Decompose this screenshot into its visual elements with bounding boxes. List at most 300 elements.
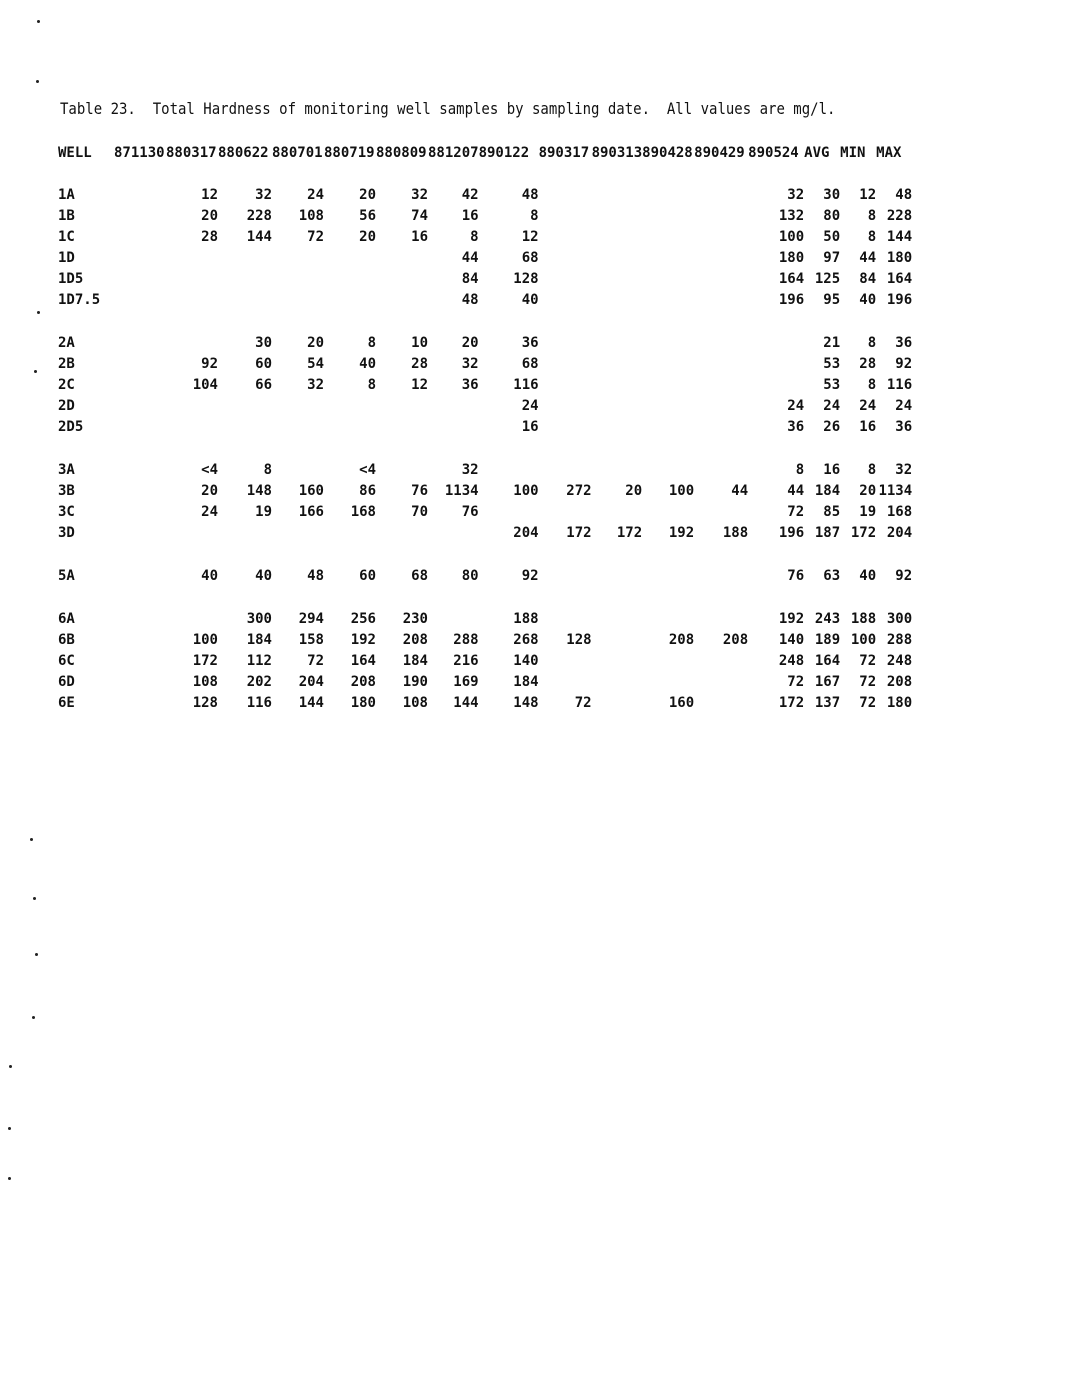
value-cell (479, 502, 539, 523)
value-cell: 190 (402, 674, 428, 690)
value-cell: 44 (787, 483, 805, 499)
value-cell: 84 (461, 271, 479, 287)
value-cell (114, 672, 166, 693)
value-cell (218, 290, 272, 311)
value-cell: 184 (402, 653, 428, 669)
value-cell (114, 354, 166, 375)
value-cell: 85 (823, 504, 841, 520)
value-cell (642, 227, 694, 248)
value-cell: 21 (823, 335, 841, 351)
value-cell: 10 (411, 335, 428, 351)
value-cell: 95 (823, 292, 841, 308)
value-cell: 8 (530, 208, 539, 224)
value-cell: 72 (787, 674, 805, 690)
value-cell (114, 248, 166, 269)
value-cell: 208 (886, 674, 913, 690)
value-cell (272, 248, 324, 269)
value-cell: 76 (411, 483, 428, 499)
value-cell: 70 (411, 504, 428, 520)
value-cell (592, 672, 643, 693)
well-id-cell: 1B (58, 208, 75, 224)
value-cell: 32 (461, 356, 479, 372)
value-cell: 8 (795, 462, 805, 478)
value-cell (114, 333, 166, 354)
value-cell: 97 (823, 250, 841, 266)
column-header: 890122 (478, 145, 530, 161)
value-cell: 100 (513, 483, 539, 499)
value-cell: 164 (778, 271, 805, 287)
scan-speck (30, 838, 33, 841)
well-id-cell: 6D (58, 674, 75, 690)
value-cell (694, 609, 748, 630)
value-cell: 48 (895, 187, 913, 203)
value-cell (642, 354, 694, 375)
value-cell: 74 (411, 208, 428, 224)
value-cell (694, 396, 748, 417)
table-row (58, 248, 912, 269)
value-cell: 100 (192, 632, 218, 648)
value-cell (114, 375, 166, 396)
value-cell: 54 (307, 356, 324, 372)
value-cell: 167 (814, 674, 841, 690)
value-cell (539, 269, 592, 290)
well-id-cell: 6C (58, 653, 75, 669)
column-header: 881207 (428, 145, 479, 161)
value-cell: 184 (246, 632, 272, 648)
value-cell: 48 (307, 568, 324, 584)
value-cell: 16 (823, 462, 841, 478)
value-cell: 32 (787, 187, 805, 203)
value-cell: 125 (814, 271, 841, 287)
value-cell (539, 566, 592, 587)
value-cell: 204 (886, 525, 913, 541)
value-cell: 172 (850, 525, 877, 541)
value-cell (694, 206, 748, 227)
well-id-cell: 6B (58, 632, 75, 648)
table-row (58, 185, 912, 206)
value-cell: <4 (359, 462, 376, 478)
well-id-cell: 6E (58, 695, 75, 711)
table-row (58, 206, 912, 227)
value-cell: 36 (895, 335, 913, 351)
value-cell (376, 290, 428, 311)
column-header: 880719 (324, 145, 375, 161)
value-cell: 80 (823, 208, 841, 224)
value-cell: 116 (886, 377, 913, 393)
column-header: MIN (840, 145, 866, 161)
value-cell (114, 206, 166, 227)
value-cell: 8 (367, 335, 376, 351)
value-cell: 84 (859, 271, 877, 287)
value-cell (114, 609, 166, 630)
value-cell (114, 630, 166, 651)
value-cell: 108 (192, 674, 218, 690)
value-cell: 144 (298, 695, 324, 711)
column-header: 880622 (218, 145, 269, 161)
value-cell: 108 (298, 208, 324, 224)
value-cell: 202 (246, 674, 272, 690)
value-cell: 184 (814, 483, 841, 499)
value-cell (539, 354, 592, 375)
value-cell: 116 (246, 695, 272, 711)
value-cell: 188 (850, 611, 877, 627)
value-cell (376, 269, 428, 290)
value-cell: 20 (859, 483, 877, 499)
value-cell: 72 (859, 695, 877, 711)
value-cell (642, 248, 694, 269)
value-cell (592, 227, 643, 248)
value-cell (694, 290, 748, 311)
value-cell: 204 (513, 525, 539, 541)
value-cell: 243 (814, 611, 841, 627)
value-cell (218, 396, 272, 417)
value-cell: 60 (359, 568, 376, 584)
value-cell (539, 651, 592, 672)
value-cell (272, 269, 324, 290)
value-cell (166, 417, 218, 438)
value-cell (539, 185, 592, 206)
value-cell (114, 693, 166, 714)
value-cell: 8 (867, 335, 877, 351)
value-cell: 40 (255, 568, 272, 584)
value-cell: 248 (886, 653, 913, 669)
value-cell: 140 (778, 632, 805, 648)
value-cell: 42 (461, 187, 479, 203)
value-cell: 148 (513, 695, 539, 711)
value-cell (114, 651, 166, 672)
value-cell (479, 460, 539, 481)
value-cell: 76 (787, 568, 805, 584)
value-cell: 92 (201, 356, 218, 372)
value-cell: 100 (778, 229, 805, 245)
well-id-cell: 2B (58, 356, 75, 372)
value-cell: 272 (566, 483, 592, 499)
table-row (58, 693, 912, 714)
value-cell (642, 206, 694, 227)
value-cell: 180 (886, 695, 913, 711)
value-cell: 300 (246, 611, 272, 627)
value-cell: 8 (867, 377, 877, 393)
value-cell (428, 523, 479, 544)
value-cell (642, 290, 694, 311)
value-cell: 8 (470, 229, 479, 245)
column-header: 880701 (272, 145, 323, 161)
well-id-cell: 3B (58, 483, 75, 499)
value-cell: 288 (886, 632, 913, 648)
value-cell: 216 (453, 653, 479, 669)
value-cell (642, 333, 694, 354)
value-cell: 19 (859, 504, 877, 520)
value-cell (166, 396, 218, 417)
value-cell (539, 206, 592, 227)
value-cell: 36 (895, 419, 913, 435)
value-cell (694, 651, 748, 672)
value-cell (539, 609, 592, 630)
value-cell (114, 481, 166, 502)
value-cell: 166 (298, 504, 324, 520)
value-cell: 53 (823, 377, 841, 393)
value-cell: 172 (192, 653, 218, 669)
hardness-table (58, 143, 912, 714)
value-cell (539, 396, 592, 417)
value-cell (592, 630, 643, 651)
value-cell: 168 (350, 504, 376, 520)
column-header: 871130 (114, 145, 165, 161)
table-row (58, 609, 912, 630)
value-cell: 48 (461, 292, 479, 308)
value-cell: 8 (867, 462, 877, 478)
table-row (58, 417, 912, 438)
value-cell: 196 (778, 525, 805, 541)
value-cell: 72 (859, 653, 877, 669)
value-cell: 24 (307, 187, 324, 203)
value-cell (166, 523, 218, 544)
value-cell: 68 (411, 568, 428, 584)
value-cell: <4 (201, 462, 218, 478)
value-cell (694, 227, 748, 248)
value-cell: 72 (307, 653, 324, 669)
scan-speck (9, 1065, 12, 1068)
value-cell: 164 (814, 653, 841, 669)
value-cell: 248 (778, 653, 805, 669)
row-spacer (58, 164, 912, 185)
value-cell: 56 (359, 208, 376, 224)
value-cell: 294 (298, 611, 324, 627)
value-cell (376, 396, 428, 417)
value-cell: 128 (192, 695, 218, 711)
table-body (58, 164, 912, 714)
value-cell (592, 290, 643, 311)
value-cell: 230 (402, 611, 428, 627)
value-cell: 72 (574, 695, 592, 711)
row-spacer (58, 438, 912, 460)
value-cell: 53 (823, 356, 841, 372)
value-cell (428, 609, 479, 630)
value-cell: 66 (255, 377, 272, 393)
value-cell: 76 (461, 504, 479, 520)
well-id-cell: 3C (58, 504, 75, 520)
well-id-cell: 1D7.5 (58, 292, 101, 308)
table-row (58, 566, 912, 587)
well-id-cell: 5A (58, 568, 75, 584)
value-cell (694, 375, 748, 396)
value-cell (694, 333, 748, 354)
value-cell (592, 375, 643, 396)
value-cell: 48 (521, 187, 539, 203)
value-cell (376, 523, 428, 544)
value-cell: 16 (521, 419, 539, 435)
column-header: 880317 (166, 145, 217, 161)
value-cell: 20 (625, 483, 643, 499)
well-id-cell: 2D5 (58, 419, 84, 435)
scan-speck (33, 897, 36, 900)
table-header (58, 143, 912, 164)
scan-speck (8, 1177, 11, 1180)
value-cell (324, 269, 376, 290)
value-cell: 144 (453, 695, 479, 711)
value-cell: 8 (867, 229, 877, 245)
value-cell: 8 (867, 208, 877, 224)
value-cell: 208 (402, 632, 428, 648)
value-cell (694, 460, 748, 481)
value-cell: 63 (823, 568, 841, 584)
value-cell: 44 (461, 250, 479, 266)
column-header: MAX (876, 145, 902, 161)
value-cell (114, 566, 166, 587)
scan-speck (34, 370, 37, 373)
value-cell: 144 (886, 229, 913, 245)
value-cell (748, 354, 804, 375)
value-cell: 12 (201, 187, 218, 203)
value-cell: 60 (255, 356, 272, 372)
value-cell (592, 269, 643, 290)
value-cell: 28 (411, 356, 428, 372)
table-caption: Table 23. Total Hardness of monitoring well samples by sampling date. All values are mg/l. (60, 100, 836, 119)
value-cell: 208 (668, 632, 695, 648)
well-id-cell: 1D (58, 250, 75, 266)
value-cell: 28 (859, 356, 877, 372)
value-cell: 16 (461, 208, 479, 224)
value-cell: 32 (307, 377, 324, 393)
value-cell (748, 375, 804, 396)
row-spacer (58, 587, 912, 609)
value-cell (272, 460, 324, 481)
value-cell: 1134 (444, 483, 479, 499)
value-cell: 288 (453, 632, 479, 648)
table-row (58, 290, 912, 311)
value-cell (324, 523, 376, 544)
value-cell: 140 (513, 653, 539, 669)
row-spacer (58, 544, 912, 566)
column-header: 890524 (748, 145, 799, 161)
value-cell: 40 (859, 568, 877, 584)
table-row (58, 672, 912, 693)
value-cell: 20 (359, 187, 376, 203)
value-cell (428, 396, 479, 417)
well-id-cell: 2A (58, 335, 75, 351)
value-cell (642, 672, 694, 693)
value-cell: 20 (307, 335, 324, 351)
value-cell: 24 (823, 398, 841, 414)
value-cell (592, 502, 643, 523)
value-cell (539, 417, 592, 438)
value-cell: 137 (814, 695, 841, 711)
value-cell: 26 (823, 419, 841, 435)
value-cell (642, 566, 694, 587)
value-cell: 68 (521, 356, 539, 372)
table-row (58, 227, 912, 248)
value-cell: 36 (787, 419, 805, 435)
value-cell: 158 (298, 632, 324, 648)
value-cell: 20 (201, 208, 218, 224)
value-cell: 188 (722, 525, 749, 541)
value-cell: 36 (521, 335, 539, 351)
value-cell (694, 354, 748, 375)
value-cell: 192 (668, 525, 695, 541)
value-cell: 116 (513, 377, 539, 393)
value-cell: 228 (246, 208, 272, 224)
value-cell (592, 651, 643, 672)
value-cell (642, 396, 694, 417)
column-header: AVG (804, 145, 830, 161)
value-cell: 12 (859, 187, 877, 203)
value-cell (114, 417, 166, 438)
value-cell: 40 (359, 356, 376, 372)
table-row (58, 523, 912, 544)
value-cell (694, 566, 748, 587)
value-cell: 128 (566, 632, 592, 648)
column-header: 880809 (376, 145, 427, 161)
value-cell: 189 (814, 632, 841, 648)
value-cell (592, 460, 643, 481)
value-cell: 32 (461, 462, 479, 478)
value-cell (272, 417, 324, 438)
value-cell (272, 396, 324, 417)
value-cell (539, 290, 592, 311)
well-id-cell: 1A (58, 187, 75, 203)
value-cell (539, 333, 592, 354)
value-cell: 228 (886, 208, 913, 224)
value-cell: 30 (823, 187, 841, 203)
value-cell: 180 (886, 250, 913, 266)
value-cell (218, 523, 272, 544)
value-cell: 32 (255, 187, 272, 203)
scan-speck (37, 311, 40, 314)
value-cell: 24 (859, 398, 877, 414)
value-cell: 40 (201, 568, 218, 584)
well-id-cell: 3D (58, 525, 75, 541)
value-cell (324, 290, 376, 311)
table-row (58, 354, 912, 375)
value-cell: 16 (411, 229, 428, 245)
value-cell: 204 (298, 674, 324, 690)
value-cell (114, 502, 166, 523)
value-cell: 28 (201, 229, 218, 245)
value-cell (166, 609, 218, 630)
value-cell: 104 (192, 377, 218, 393)
value-cell (539, 502, 592, 523)
scan-speck (8, 1127, 11, 1130)
value-cell (114, 185, 166, 206)
value-cell: 40 (859, 292, 877, 308)
value-cell: 44 (859, 250, 877, 266)
value-cell (539, 375, 592, 396)
well-id-cell: 6A (58, 611, 75, 627)
value-cell: 50 (823, 229, 841, 245)
value-cell (324, 396, 376, 417)
value-cell (592, 417, 643, 438)
value-cell: 92 (895, 356, 913, 372)
well-id-cell: 1D5 (58, 271, 84, 287)
value-cell (218, 248, 272, 269)
value-cell: 180 (778, 250, 805, 266)
value-cell (376, 460, 428, 481)
value-cell: 112 (246, 653, 272, 669)
value-cell (114, 523, 166, 544)
value-cell: 169 (453, 674, 479, 690)
well-id-cell: 1C (58, 229, 75, 245)
value-cell (324, 417, 376, 438)
value-cell: 172 (778, 695, 805, 711)
value-cell (166, 290, 218, 311)
value-cell (218, 269, 272, 290)
value-cell (642, 651, 694, 672)
value-cell: 20 (359, 229, 376, 245)
value-cell (114, 396, 166, 417)
value-cell (114, 269, 166, 290)
value-cell: 196 (778, 292, 805, 308)
value-cell (694, 693, 748, 714)
